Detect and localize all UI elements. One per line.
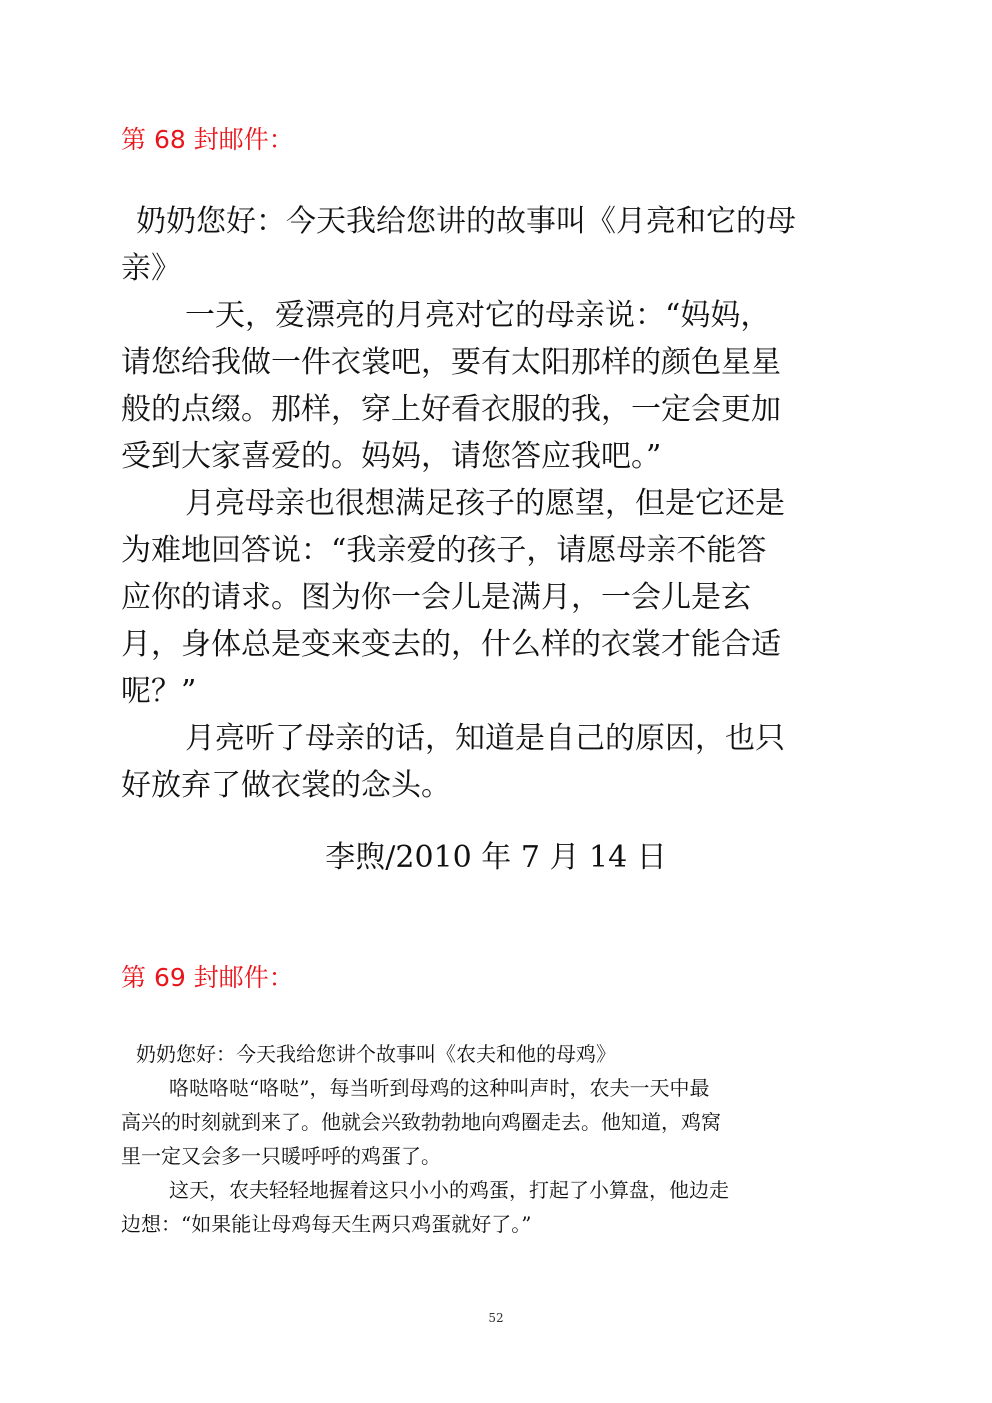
email-68-line: 般的点缀。那样，穿上好看衣服的我，一定会更加: [121, 392, 781, 427]
page-number: 52: [488, 1311, 504, 1325]
email-68-line: 应你的请求。图为你一会儿是满月，一会儿是玄: [121, 580, 751, 615]
email-68-heading: 第 68 封邮件：: [121, 125, 294, 154]
email-69-paragraph-start: 这天，农夫轻轻地握着这只小小的鸡蛋，打起了小算盘，他边走: [169, 1178, 729, 1202]
email-68-line: 亲》: [121, 251, 181, 286]
email-68-paragraph-start: 月亮母亲也很想满足孩子的愿望，但是它还是: [185, 486, 785, 521]
email-68-line: 为难地回答说：“我亲爱的孩子，请愿母亲不能答: [121, 533, 767, 568]
email-68-paragraph-start: 一天，爱漂亮的月亮对它的母亲说：“妈妈，: [185, 298, 771, 333]
email-68-line: 好放弃了做衣裳的念头。: [121, 768, 451, 803]
email-68-signature: 李煦/2010 年 7 月 14 日: [325, 840, 667, 875]
email-69-greeting: 奶奶您好：今天我给您讲个故事叫《农夫和他的母鸡》: [136, 1042, 616, 1066]
email-68-line: 请您给我做一件衣裳吧，要有太阳那样的颜色星星: [121, 345, 781, 380]
email-68-body: [121, 198, 891, 809]
email-68-line: 呢？”: [121, 674, 197, 709]
email-69-line: 边想：“如果能让母鸡每天生两只鸡蛋就好了。”: [121, 1212, 532, 1236]
email-68-line: 月，身体总是变来变去的，什么样的衣裳才能合适: [121, 627, 781, 662]
email-69-body: [121, 1037, 881, 1241]
email-68-greeting: 奶奶您好：今天我给您讲的故事叫《月亮和它的母: [136, 204, 796, 239]
email-68-line: 受到大家喜爱的。妈妈，请您答应我吧。”: [121, 439, 662, 474]
email-69-line: 高兴的时刻就到来了。他就会兴致勃勃地向鸡圈走去。他知道，鸡窝: [121, 1110, 721, 1134]
email-69-heading: 第 69 封邮件：: [121, 963, 294, 992]
email-69-paragraph-start: 咯哒咯哒“咯哒”，每当听到母鸡的这种叫声时，农夫一天中最: [169, 1076, 710, 1100]
email-69-line: 里一定又会多一只暖呼呼的鸡蛋了。: [121, 1144, 441, 1168]
email-68-paragraph-start: 月亮听了母亲的话，知道是自己的原因，也只: [185, 721, 785, 756]
